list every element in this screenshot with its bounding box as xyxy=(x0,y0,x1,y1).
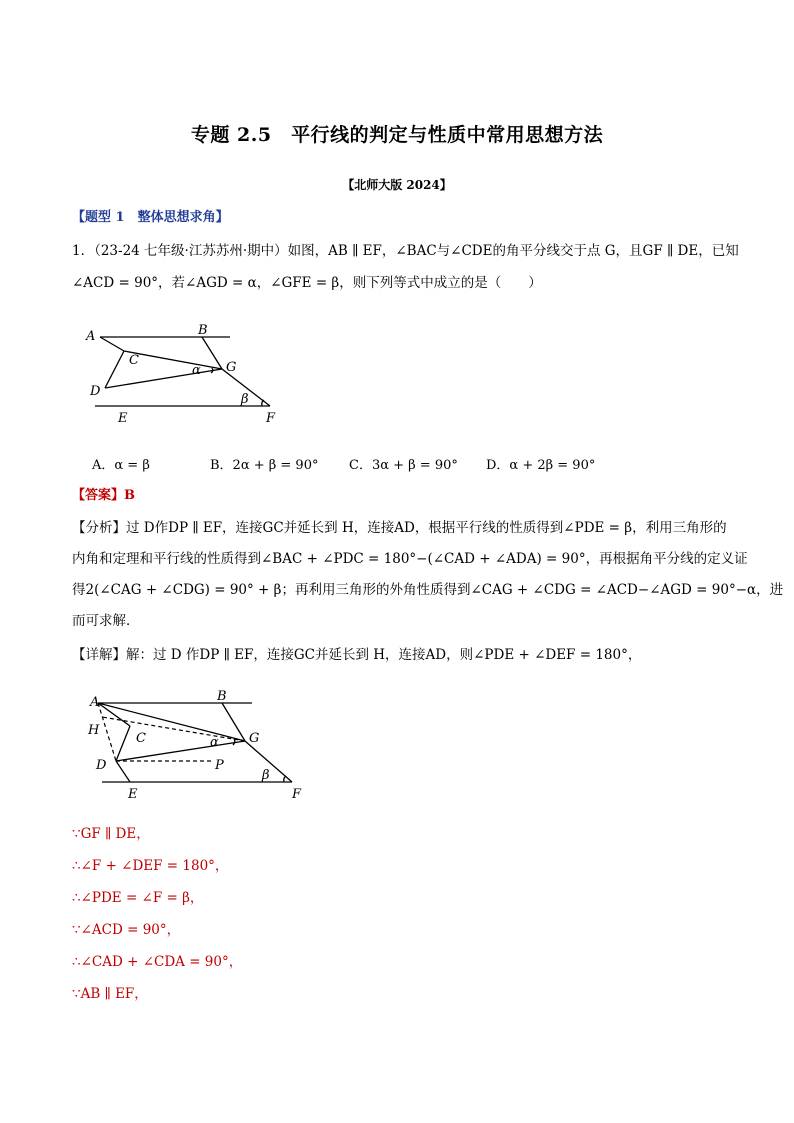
fig2-label-beta: β xyxy=(262,768,270,783)
step-1: ∵GF ∥ DE， xyxy=(72,826,150,842)
option-a: A．α = β xyxy=(92,458,150,473)
option-c: C．3α + β = 90° xyxy=(349,458,458,473)
page-title: 专题 2.5 平行线的判定与性质中常用思想方法 xyxy=(190,124,604,146)
fig1-label-f: F xyxy=(266,411,276,426)
fig2-label-g: G xyxy=(249,731,260,746)
fig1-label-alpha: α xyxy=(192,363,201,378)
fig1-label-d: D xyxy=(90,384,101,399)
step-5: ∴∠CAD + ∠CDA = 90°， xyxy=(72,954,243,970)
option-d: D．α + 2β = 90° xyxy=(486,458,596,473)
fig2-label-b: B xyxy=(217,689,227,704)
fig1-label-e: E xyxy=(118,411,128,426)
step-3: ∴∠PDE = ∠F = β， xyxy=(72,890,204,906)
answer-label: 【答案】B xyxy=(72,488,135,503)
analysis-line-3: 得2(∠CAG + ∠CDG) = 90° + β；再利用三角形的外角性质得到∠CAG + ∠CDG = ∠ACD−∠AGD = 90°−α，进 xyxy=(72,582,784,598)
detail-line-1: 【详解】解：过 D 作DP ∥ EF，连接GC并延长到 H，连接AD，则∠PDE + ∠DEF = 180°， xyxy=(72,647,642,663)
option-b: B．2α + β = 90° xyxy=(210,458,319,473)
fig1-label-a: A xyxy=(86,329,96,344)
fig2-label-a: A xyxy=(90,695,100,710)
step-6: ∵AB ∥ EF， xyxy=(72,986,148,1002)
fig1-label-c: C xyxy=(129,353,139,368)
fig2-label-h: H xyxy=(88,723,100,738)
analysis-line-1: 【分析】过 D作DP ∥ EF，连接GC并延长到 H，连接AD，根据平行线的性质得到∠PDE = β，利用三角形的 xyxy=(72,520,727,536)
section-heading: 【题型 1 整体思想求角】 xyxy=(72,210,229,225)
edition-label: 【北师大版 2024】 xyxy=(342,178,452,192)
fig2-label-e: E xyxy=(128,787,138,802)
fig2-label-c: C xyxy=(136,731,146,746)
fig2-label-p: P xyxy=(215,758,224,773)
figure-2 xyxy=(80,684,320,806)
fig2-label-f: F xyxy=(292,787,302,802)
analysis-line-4: 而可求解． xyxy=(72,613,140,629)
fig1-label-beta: β xyxy=(241,392,249,407)
analysis-line-2: 内角和定理和平行线的性质得到∠BAC + ∠PDC = 180°−(∠CAD + ∠ADA) = 90°，再根据角平分线的定义证 xyxy=(72,551,748,567)
step-2: ∴∠F + ∠DEF = 180°， xyxy=(72,858,229,874)
figure-1 xyxy=(80,318,300,430)
fig2-label-alpha: α xyxy=(210,735,219,750)
fig1-label-g: G xyxy=(226,360,237,375)
step-4: ∵∠ACD = 90°， xyxy=(72,922,181,938)
fig2-label-d: D xyxy=(96,758,107,773)
question-line-1: 1．（23-24 七年级·江苏苏州·期中）如图，AB ∥ EF，∠BAC与∠CDE的角平分线交于点 G，且GF ∥ DE，已知 xyxy=(72,243,739,259)
fig1-label-b: B xyxy=(198,323,208,338)
question-line-2: ∠ACD = 90°，若∠AGD = α，∠GFE = β，则下列等式中成立的是（ ） xyxy=(72,275,542,291)
